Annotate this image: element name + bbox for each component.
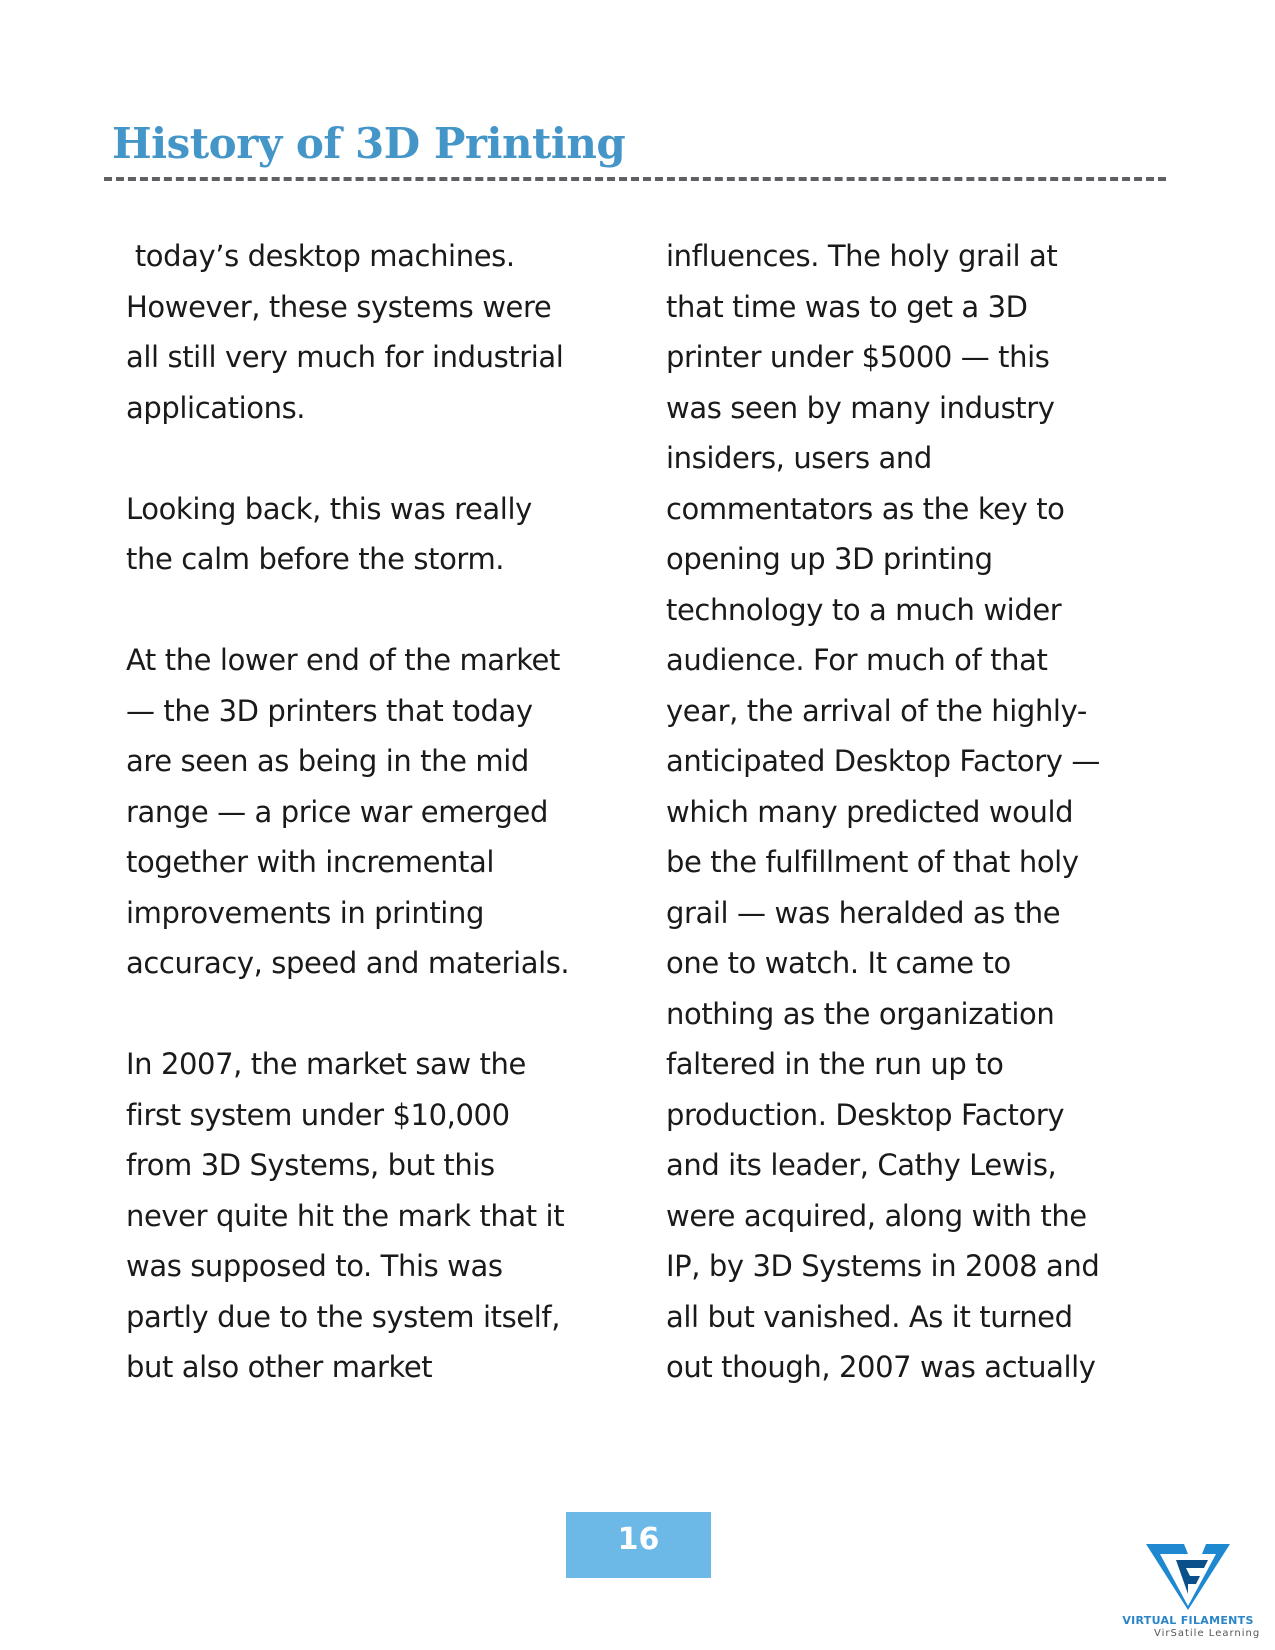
text-line: influences. The holy grail at	[666, 239, 1058, 273]
text-line	[126, 585, 626, 636]
text-line	[126, 989, 626, 1040]
right-text-column	[666, 231, 1166, 1393]
page-number-badge	[566, 1512, 711, 1578]
text-line: accuracy, speed and materials.	[126, 946, 570, 980]
text-line: nothing as the organization	[666, 996, 1055, 1031]
text-line: be the fulfillment of that holy	[666, 845, 1079, 879]
text-line: faltered in the run up to	[666, 1047, 1004, 1081]
text-line: all but vanished. As it turned	[666, 1299, 1073, 1334]
text-line: In 2007, the market saw the	[126, 1047, 526, 1081]
text-line: which many predicted would	[666, 794, 1074, 829]
text-line: At the lower end of the market	[126, 643, 560, 677]
text-line: that time was to get a 3D	[666, 289, 1028, 324]
text-line: and its leader, Cathy Lewis,	[666, 1148, 1057, 1182]
text-line	[126, 433, 626, 484]
text-line: were acquired, along with the	[666, 1198, 1087, 1233]
brand-logo	[1118, 1544, 1261, 1644]
text-line: applications.	[126, 390, 306, 425]
text-line: grail — was heralded as the	[666, 895, 1061, 930]
text-line: never quite hit the mark that it	[126, 1198, 565, 1233]
text-line: IP, by 3D Systems in 2008 and	[666, 1249, 1100, 1283]
text-line: the calm before the storm.	[126, 542, 505, 576]
left-text-column	[126, 231, 626, 1393]
text-line: partly due to the system itself,	[126, 1299, 561, 1334]
text-line: was seen by many industry	[666, 390, 1055, 425]
text-line: out though, 2007 was actually	[666, 1350, 1096, 1384]
text-line: all still very much for industrial	[126, 340, 564, 374]
text-line: but also other market	[126, 1350, 433, 1384]
text-line: commentators as the key to	[666, 491, 1065, 526]
text-line: year, the arrival of the highly-	[666, 693, 1087, 728]
text-line: audience. For much of that	[666, 643, 1048, 677]
text-line: However, these systems were	[126, 289, 552, 324]
text-line: today’s desktop machines.	[126, 239, 515, 273]
text-line: insiders, users and	[666, 441, 932, 475]
text-line: range — a price war emerged	[126, 794, 548, 829]
text-line: technology to a much wider	[666, 592, 1062, 627]
text-line: one to watch. It came to	[666, 946, 1011, 980]
page-number: 16	[617, 1522, 660, 1557]
text-line: opening up 3D printing	[666, 542, 993, 576]
text-line: from 3D Systems, but this	[126, 1148, 495, 1182]
text-line: anticipated Desktop Factory —	[666, 744, 1100, 778]
virtual-filaments-logo-icon	[1146, 1544, 1230, 1610]
logo-tagline: VirSatile Learning	[1154, 1628, 1261, 1639]
title-divider	[104, 177, 1166, 181]
text-line: Looking back, this was really	[126, 491, 532, 526]
text-line: first system under $10,000	[126, 1097, 510, 1132]
text-line: was supposed to. This was	[126, 1249, 503, 1283]
text-line: are seen as being in the mid	[126, 744, 529, 778]
logo-name: VIRTUAL FILAMENTS	[1122, 1614, 1254, 1627]
text-line: printer under $5000 — this	[666, 340, 1050, 374]
page-title: History of 3D Printing	[112, 119, 626, 168]
text-line: production. Desktop Factory	[666, 1097, 1065, 1132]
text-line: improvements in printing	[126, 895, 484, 930]
text-line: — the 3D printers that today	[126, 693, 533, 728]
text-line: together with incremental	[126, 845, 495, 879]
